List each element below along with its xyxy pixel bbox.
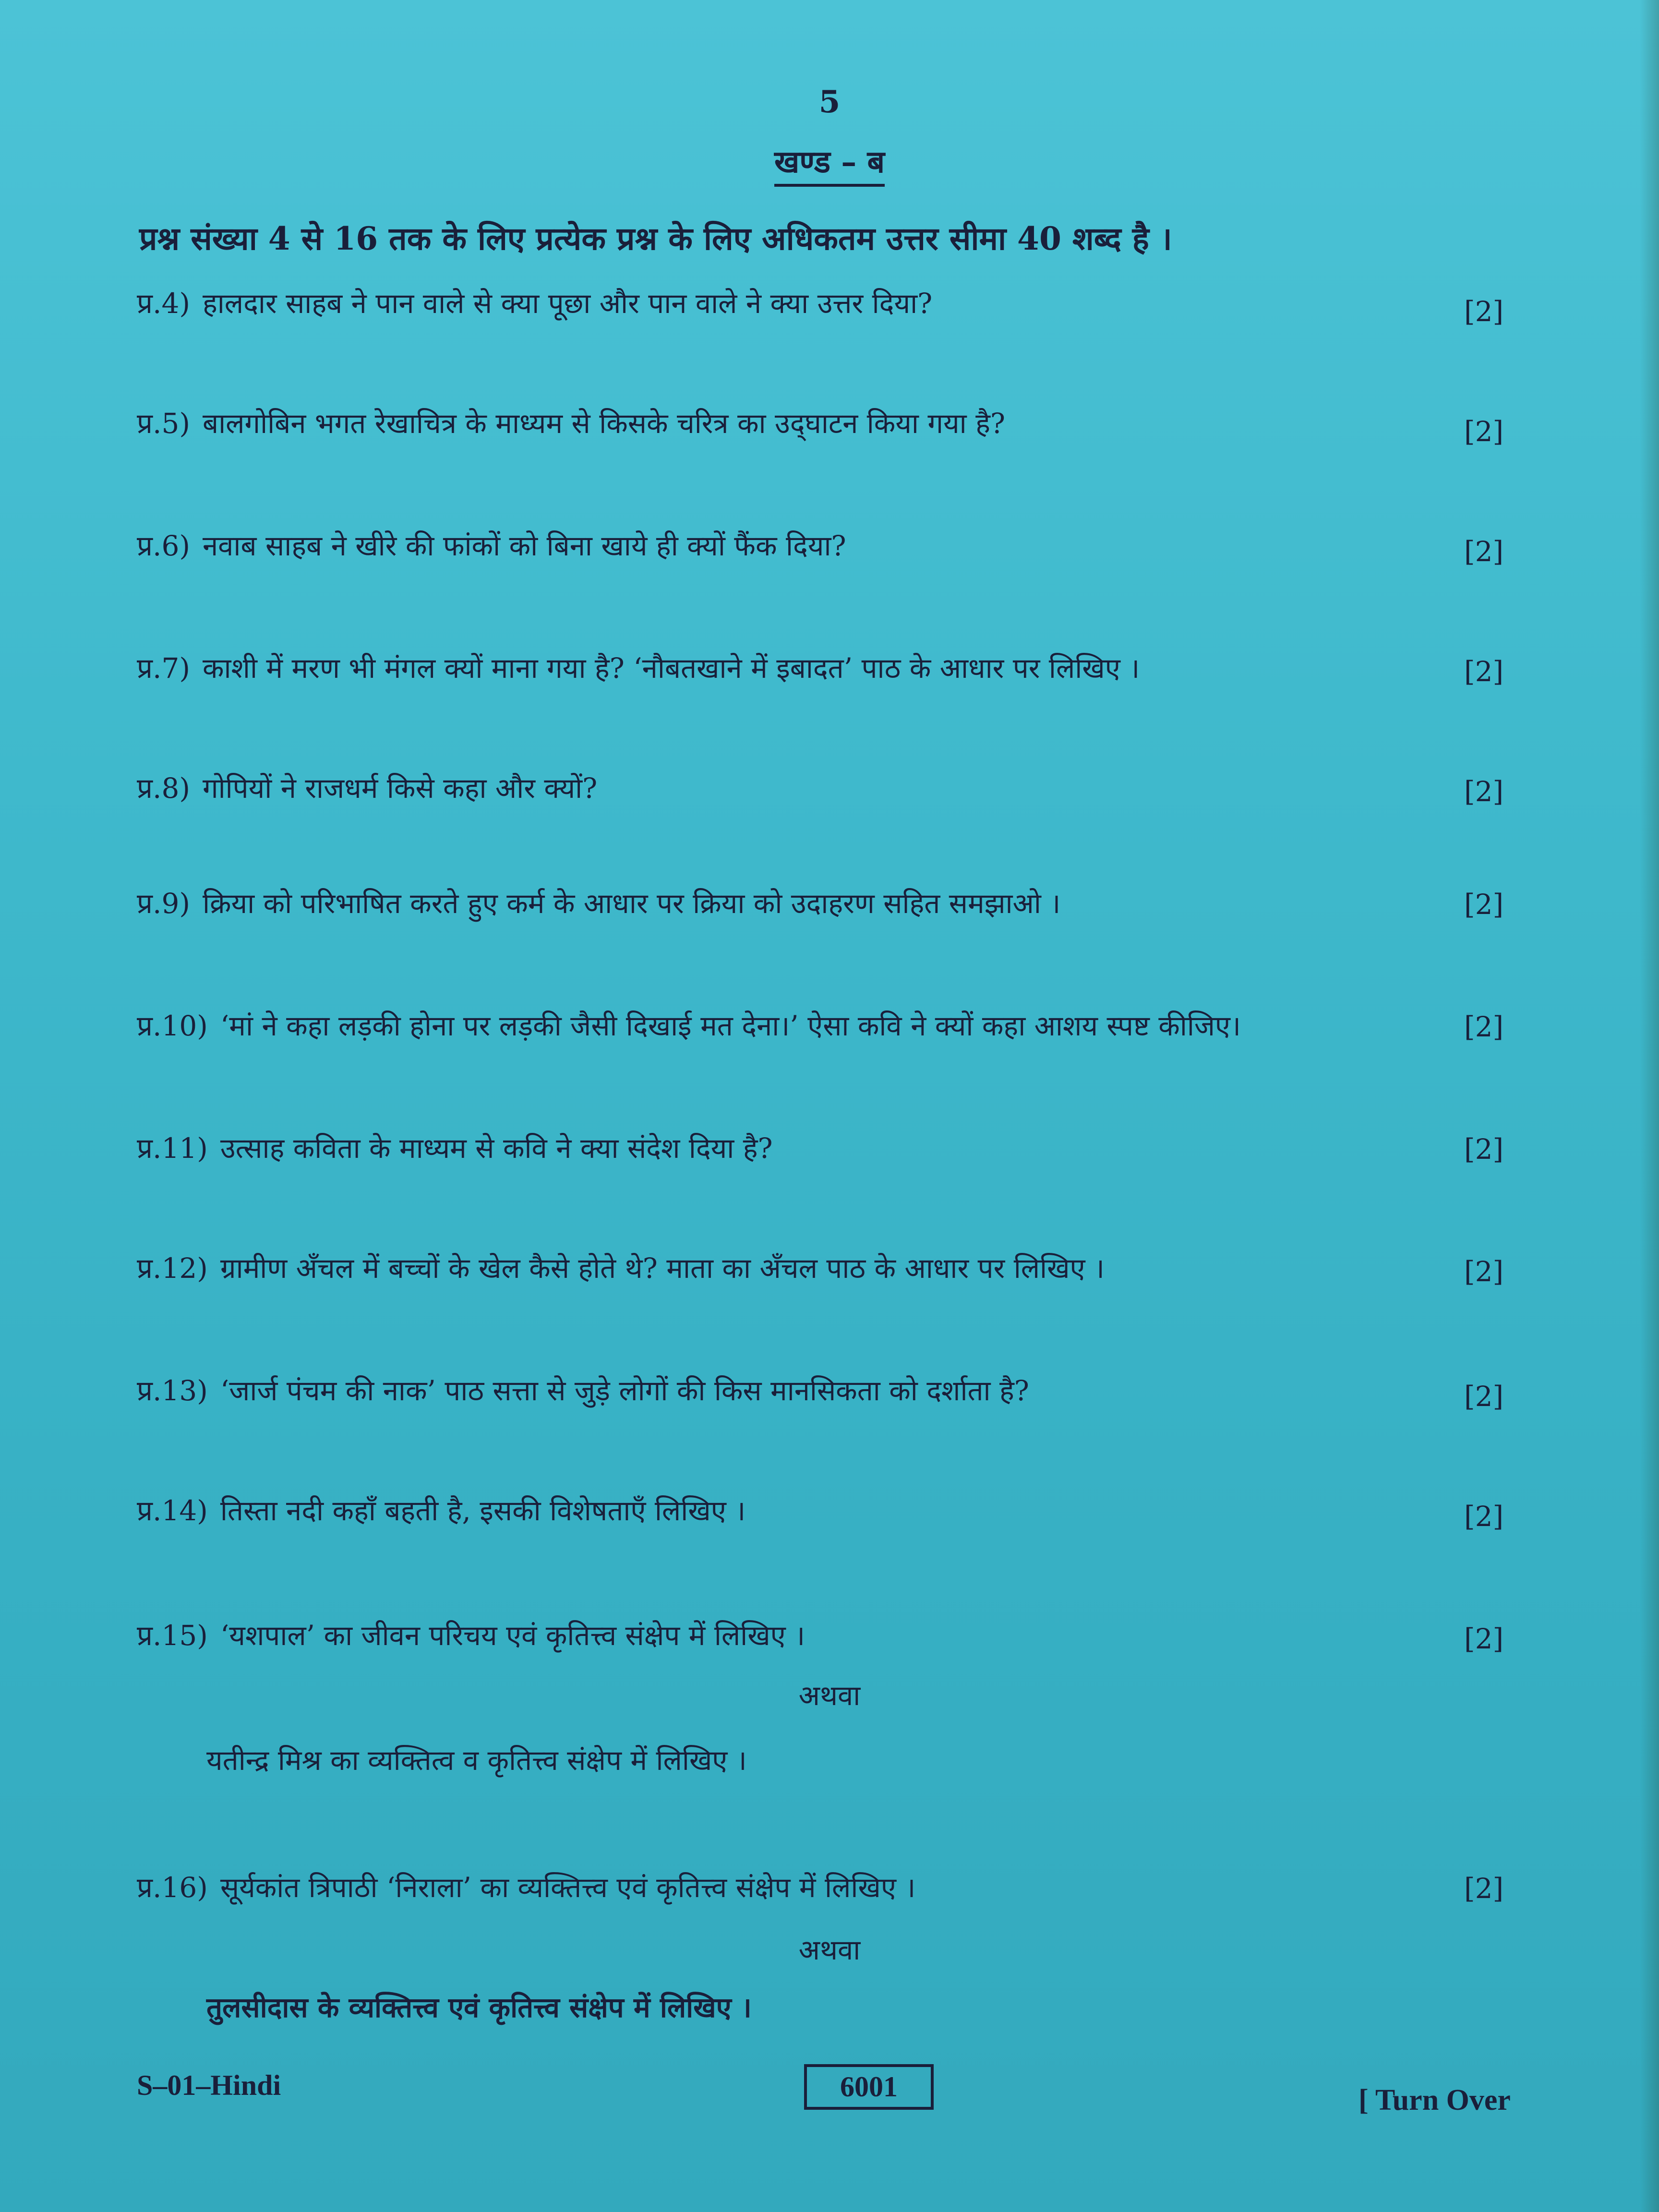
question-15-or-label: अथवा: [798, 1679, 861, 1712]
question-number: प्र.5): [137, 407, 190, 440]
question-number: प्र.16): [137, 1871, 208, 1904]
question-number: प्र.9): [137, 887, 190, 920]
question-number: प्र.6): [137, 529, 190, 562]
question-text: ‘यशपाल’ का जीवन परिचय एवं कृतित्त्व संक्षेप में लिखिए ।: [220, 1619, 805, 1652]
question-number: प्र.13): [137, 1374, 208, 1407]
question-8: [137, 768, 1529, 806]
question-15-alternative: यतीन्द्र मिश्र का व्यक्तित्व व कृतित्त्व संक्षेप में लिखिए ।: [206, 1744, 747, 1777]
question-16-marks: [2]: [1464, 1872, 1504, 1905]
question-13-marks: [2]: [1464, 1380, 1504, 1413]
question-4-marks: [2]: [1464, 295, 1504, 328]
question-number: प्र.14): [137, 1494, 208, 1527]
question-text: ग्रामीण अँचल में बच्चों के खेल कैसे होते थे? माता का अँचल पाठ के आधार पर लिखिए ।: [220, 1252, 1105, 1285]
question-12-marks: [2]: [1464, 1255, 1504, 1288]
question-number: प्र.11): [137, 1132, 208, 1165]
question-13: [137, 1370, 1529, 1408]
question-11: [137, 1128, 1529, 1166]
page-edge-shadow: [1640, 0, 1659, 2212]
section-title: [0, 144, 1659, 187]
footer-turn-over: [ Turn Over: [1358, 2084, 1511, 2116]
question-number: प्र.8): [137, 772, 190, 805]
question-text: क्रिया को परिभाषित करते हुए कर्म के आधार पर क्रिया को उदाहरण सहित समझाओ ।: [202, 887, 1061, 920]
question-14: [137, 1491, 1529, 1528]
question-number: प्र.4): [137, 287, 190, 320]
footer-subject-code: S–01–Hindi: [137, 2069, 281, 2101]
question-6-marks: [2]: [1464, 535, 1504, 568]
question-10-marks: [2]: [1464, 1010, 1504, 1043]
question-text: नवाब साहब ने खीरे की फांकों को बिना खाये ही क्यों फैंक दिया?: [202, 529, 846, 562]
question-11-marks: [2]: [1464, 1133, 1504, 1166]
question-7: [137, 648, 1529, 686]
page-number: 5: [818, 84, 841, 120]
question-16-alternative: तुलसीदास के व्यक्तित्त्व एवं कृतित्त्व संक्षेप में लिखिए ।: [206, 1991, 752, 2024]
question-16-or-label: अथवा: [798, 1934, 861, 1966]
question-15-marks: [2]: [1464, 1623, 1504, 1655]
question-number: प्र.7): [137, 652, 190, 685]
question-15: [137, 1615, 1529, 1653]
question-number: प्र.12): [137, 1252, 208, 1285]
question-8-marks: [2]: [1464, 775, 1504, 808]
question-text: बालगोबिन भगत रेखाचित्र के माध्यम से किसके चरित्र का उद्‌घाटन किया गया है?: [202, 407, 1006, 440]
question-number: प्र.15): [137, 1619, 208, 1652]
question-text: उत्साह कविता के माध्यम से कवि ने क्या संदेश दिया है?: [220, 1132, 773, 1165]
question-5: [137, 403, 1529, 441]
question-text: काशी में मरण भी मंगल क्यों माना गया है? ‘नौबतखाने में इबादत’ पाठ के आधार पर लिखिए ।: [202, 652, 1140, 685]
question-7-marks: [2]: [1464, 655, 1504, 688]
question-6: [137, 526, 1529, 564]
footer-paper-code-box: 6001: [804, 2064, 934, 2110]
question-9-marks: [2]: [1464, 888, 1504, 921]
question-4: [137, 283, 1529, 321]
section-title-text: खण्ड – ब: [774, 145, 885, 187]
instruction-text: प्रश्न संख्या 4 से 16 तक के लिए प्रत्येक प्रश्न के लिए अधिकतम उत्तर सीमा 40 शब्द है ।: [139, 220, 1172, 257]
question-12: [137, 1248, 1529, 1286]
question-text: गोपियों ने राजधर्म किसे कहा और क्यों?: [202, 772, 598, 805]
question-number: प्र.10): [137, 1010, 208, 1042]
question-10: [137, 1006, 1529, 1044]
question-14-marks: [2]: [1464, 1500, 1504, 1533]
question-9: [137, 883, 1529, 921]
question-text: ‘जार्ज पंचम की नाक’ पाठ सत्ता से जुड़े लोगों की किस मानसिकता को दर्शाता है?: [220, 1374, 1029, 1407]
question-text: तिस्ता नदी कहाँ बहती है, इसकी विशेषताएँ लिखिए ।: [220, 1494, 746, 1527]
question-text: ‘मां ने कहा लड़की होना पर लड़की जैसी दिखाई मत देना।’ ऐसा कवि ने क्यों कहा आशय स्पष्ट कीजिए।: [220, 1010, 1241, 1042]
question-text: हालदार साहब ने पान वाले से क्या पूछा और पान वाले ने क्या उत्तर दिया?: [202, 287, 933, 320]
question-5-marks: [2]: [1464, 415, 1504, 448]
question-text: सूर्यकांत त्रिपाठी ‘निराला’ का व्यक्तित्त्व एवं कृतित्त्व संक्षेप में लिखिए ।: [220, 1871, 916, 1904]
question-16: [137, 1867, 1529, 1905]
